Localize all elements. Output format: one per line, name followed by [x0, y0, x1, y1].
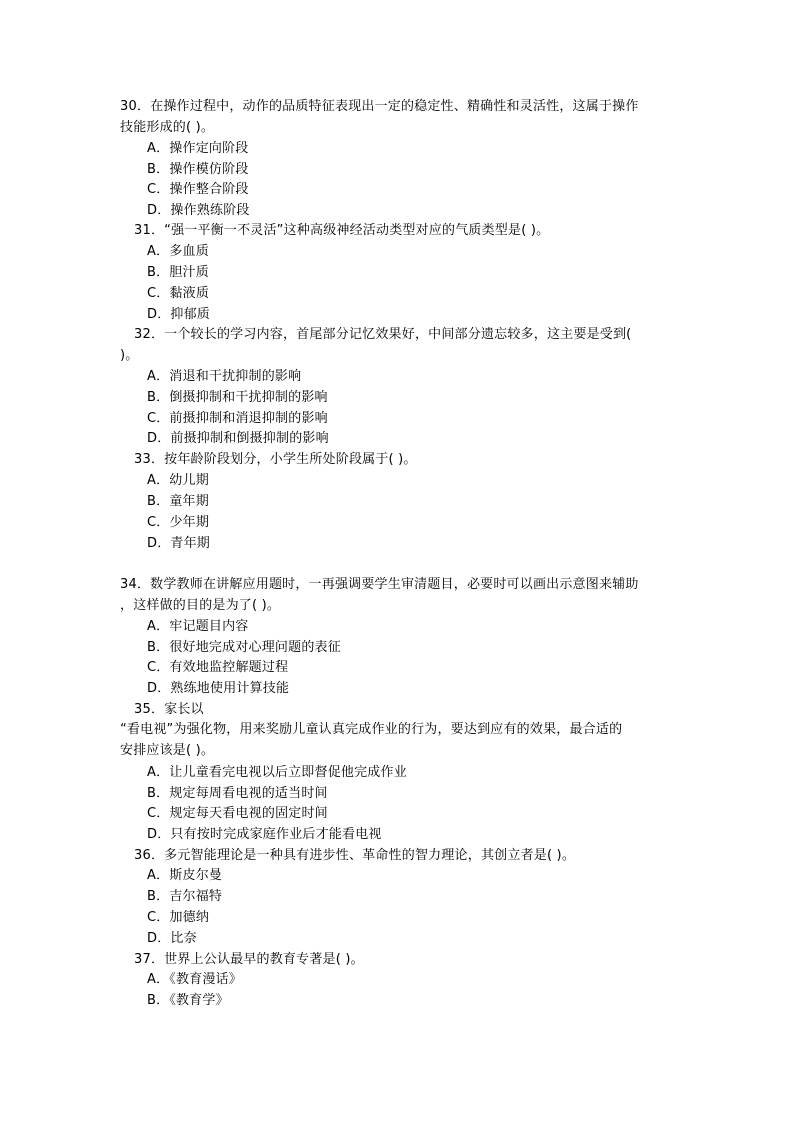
question-31-option-b: B．胆汁质: [147, 265, 209, 280]
question-34-option-c: C．有效地监控解题过程: [147, 660, 289, 675]
question-33-text: 33．按年龄阶段划分，小学生所处阶段属于( )。: [134, 452, 417, 467]
question-30-text: 30．在操作过程中，动作的品质特征表现出一定的稳定性、精确性和灵活性，这属于操作: [120, 99, 639, 114]
question-33-option-b: B．童年期: [147, 494, 209, 509]
question-34-text: 34．数学教师在讲解应用题时，一再强调要学生审清题目，必要时可以画出示意图来辅助: [120, 577, 639, 592]
question-32-option-c: C．前摄抑制和消退抑制的影响: [147, 411, 328, 426]
question-35-text: 35．家长以: [134, 702, 204, 717]
question-34-option-b: B．很好地完成对心理问题的表征: [147, 640, 341, 655]
question-32-text-cont: )。: [120, 348, 139, 363]
question-35-option-c: C．规定每天看电视的固定时间: [147, 806, 328, 821]
question-33-option-c: C．少年期: [147, 515, 210, 530]
question-36-text: 36．多元智能理论是一种具有进步性、革命性的智力理论，其创立者是( )。: [134, 848, 576, 863]
question-35-option-d: D．只有按时完成家庭作业后才能看电视: [147, 827, 382, 842]
question-34-text-cont: ，这样做的目的是为了( )。: [120, 598, 281, 613]
question-32-text: 32．一个较长的学习内容，首尾部分记忆效果好，中间部分遗忘较多，这主要是受到(: [134, 327, 632, 342]
question-33-option-d: D．青年期: [147, 536, 211, 551]
question-31-option-a: A．多血质: [147, 244, 209, 259]
question-31-option-d: D．抑郁质: [147, 307, 211, 322]
question-31-text: 31．“强一平衡一不灵活”这种高级神经活动类型对应的气质类型是( )。: [134, 223, 550, 238]
question-30-option-b: B．操作模仿阶段: [147, 162, 249, 177]
question-36-option-b: B．吉尔福特: [147, 889, 223, 904]
question-37-text: 37．世界上公认最早的教育专著是( )。: [134, 952, 364, 967]
question-34-option-d: D．熟练地使用计算技能: [147, 681, 290, 696]
question-33-option-a: A．幼儿期: [147, 473, 209, 488]
question-30-option-d: D．操作熟练阶段: [147, 203, 250, 218]
question-32-option-b: B．倒摄抑制和干扰抑制的影响: [147, 390, 328, 405]
question-30-text-cont: 技能形成的( )。: [120, 120, 215, 135]
question-37-option-b: B．《教育学》: [147, 993, 229, 1008]
question-30-option-c: C．操作整合阶段: [147, 182, 249, 197]
question-34-option-a: A．牢记题目内容: [147, 619, 249, 634]
question-36-option-c: C．加德纳: [147, 910, 210, 925]
question-35-option-b: B．规定每周看电视的适当时间: [147, 786, 328, 801]
question-35-text-cont-2: 安排应该是( )。: [120, 743, 215, 758]
question-30-option-a: A．操作定向阶段: [147, 141, 249, 156]
question-36-option-d: D．比奈: [147, 931, 197, 946]
question-36-option-a: A．斯皮尔曼: [147, 868, 223, 883]
question-31-option-c: C．黏液质: [147, 286, 210, 301]
question-35-option-a: A．让儿童看完电视以后立即督促他完成作业: [147, 765, 407, 780]
question-32-option-d: D．前摄抑制和倒摄抑制的影响: [147, 431, 329, 446]
question-35-text-cont: “看电视”为强化物，用来奖励儿童认真完成作业的行为，要达到应有的效果，最合适的: [120, 722, 623, 737]
question-37-option-a: A．《教育漫话》: [147, 972, 242, 987]
question-32-option-a: A．消退和干扰抑制的影响: [147, 369, 302, 384]
